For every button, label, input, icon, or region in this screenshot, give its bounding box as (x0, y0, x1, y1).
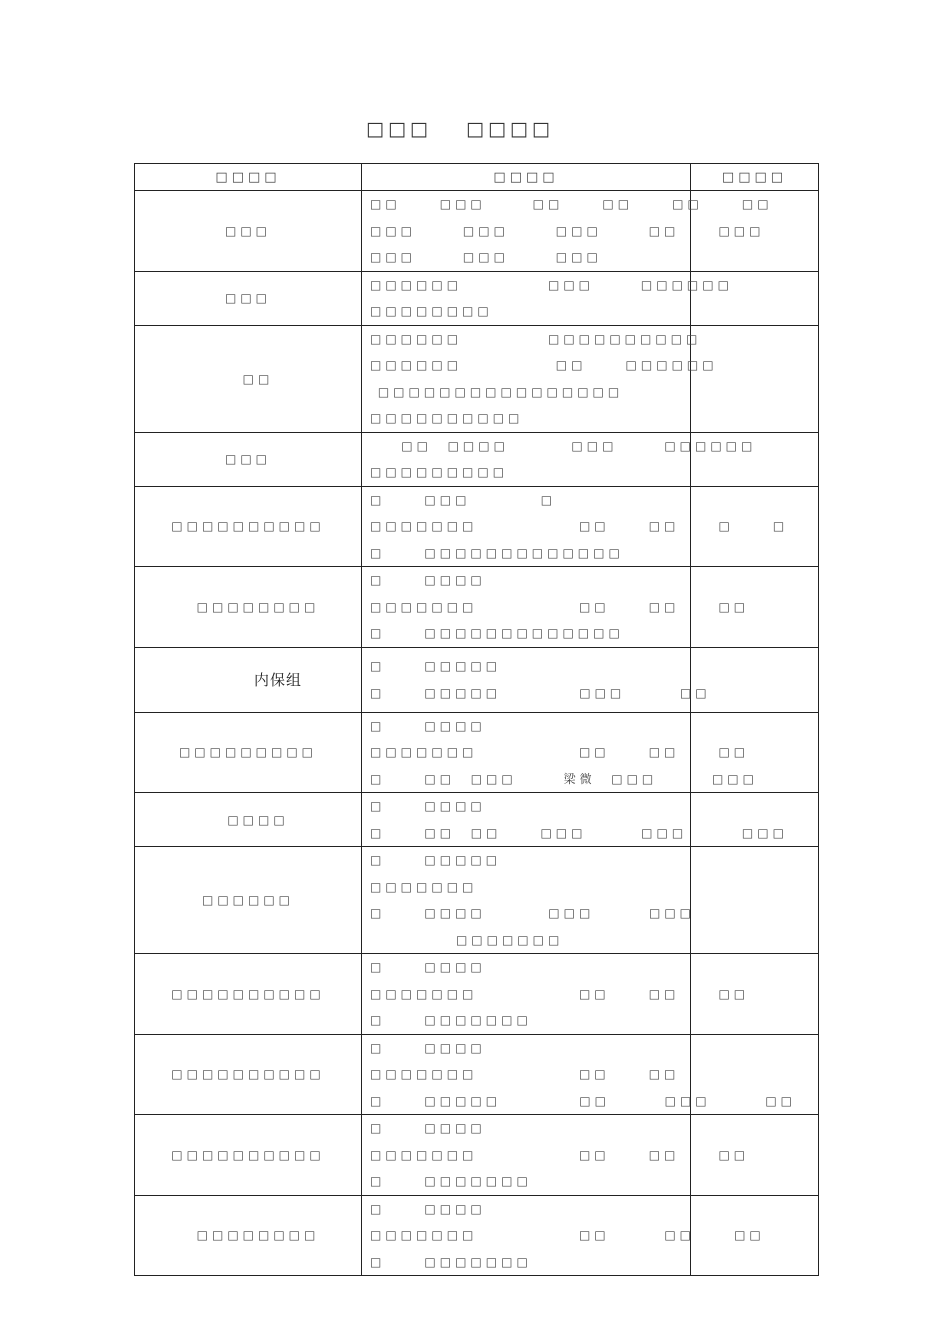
member-line: □□□□□□□ □□ □□ □□ (370, 1147, 750, 1162)
unit-cell (135, 1034, 362, 1115)
unit-cell (135, 432, 362, 486)
table-row (135, 954, 819, 1035)
member-line: □ □□□□ (370, 718, 486, 733)
unit-cell (135, 647, 362, 712)
member-line: □ □□□□ (370, 573, 486, 587)
unit-name: □□□ (224, 223, 271, 238)
member-line: □□□□□□□ (370, 932, 564, 947)
members-cell (362, 271, 733, 325)
members-cell (362, 486, 789, 567)
table-body (135, 191, 819, 1276)
assignment-table (134, 163, 819, 1276)
member-line: □□ □□□□ □□□ □□□□□□ (370, 438, 757, 453)
member-line: □ □□□□ (370, 1040, 486, 1055)
unit-cell (135, 712, 362, 793)
table-row (135, 793, 819, 847)
member-line: □ □□□□□□□□□□□□□ (370, 626, 624, 640)
table-row (135, 1195, 819, 1276)
members-cell (362, 1195, 765, 1276)
member-line: □□□□□□□ □□ □□ □□ (370, 986, 750, 1001)
unit-name: □□□ (224, 452, 271, 466)
table-row (135, 647, 819, 712)
unit-name: □□□□□□□□ (196, 599, 320, 614)
unit-name: □□□□□□ (201, 893, 295, 907)
table-row (135, 432, 819, 486)
unit-name: 内保组 (253, 671, 302, 689)
member-line: □ □□□□□□□ (370, 1013, 532, 1027)
member-line: □ □□□□ (370, 960, 486, 974)
unit-name: □□□□□□□□□□ (171, 1067, 325, 1082)
member-line: □□ □□□ □□ □□ □□ □□ (370, 197, 773, 211)
member-line: □□□□□□□ □□ □□ (370, 1067, 680, 1081)
unit-cell (135, 793, 362, 847)
member-line: □ □□ □□ □□□ □□□ □□□ (370, 825, 788, 840)
table-row (135, 567, 819, 648)
member-line: □ □□□□□ □□ □□□ □□ (370, 1093, 797, 1108)
unit-name: □□□□□□□□□ (178, 745, 318, 760)
member-line: □ □□□□ □□□ □□□ (370, 906, 696, 920)
unit-name: □□□ (224, 291, 271, 305)
unit-cell (135, 567, 362, 648)
unit-cell (135, 847, 362, 954)
note-cell (691, 647, 819, 712)
member-line: □□□□□□ □□□ □□□□□□ (370, 277, 733, 292)
unit-cell (135, 1195, 362, 1276)
table-row (135, 325, 819, 432)
members-cell (362, 1034, 797, 1115)
member-line: □ □□□□ (370, 1121, 486, 1135)
member-line: □□□□□□□□□ (370, 465, 509, 479)
unit-cell (135, 486, 362, 567)
unit-name: □□□□□□□□□□ (171, 519, 325, 534)
header-col2: □□□□ (362, 164, 691, 191)
member-line: □□□□□□□□ (370, 304, 493, 318)
member-line: □□□ □□□ □□□ □□ □□□ (370, 223, 765, 238)
members-cell (362, 325, 718, 432)
table-row (135, 712, 819, 793)
member-line: □ □□□□□ (370, 853, 502, 867)
unit-cell (135, 954, 362, 1035)
unit-name: □□□□ (227, 812, 289, 827)
members-cell (362, 191, 773, 272)
member-line: □ □□□□ (370, 1201, 486, 1216)
member-line: □ □□ □□□ 梁微 □□□ □□□ (370, 771, 758, 786)
member-line: □□□□□□□ □□ □□ □□ (370, 599, 750, 614)
table-header-row (135, 164, 819, 191)
members-cell (362, 567, 750, 648)
member-line: □□□□□□ □□□□□□□□□□ (370, 331, 702, 346)
unit-cell (135, 191, 362, 272)
member-line: □□□□□□ □□ □□□□□□ (370, 358, 718, 372)
table-row (135, 271, 819, 325)
title-part-1: □□□ (366, 118, 432, 140)
member-line: □ □□□ □ (370, 492, 557, 507)
table-row (135, 486, 819, 567)
unit-name: □□ (242, 371, 274, 386)
member-line: □ □□□□□□□ (370, 1254, 532, 1269)
note-cell (691, 847, 819, 954)
table-row (135, 191, 819, 272)
member-line: □ □□□□□□□□□□□□□ (370, 545, 624, 560)
header-col3: □□□□ (691, 164, 819, 191)
unit-cell (135, 325, 362, 432)
title-part-2: □□□□ (466, 118, 554, 140)
members-cell (362, 847, 696, 954)
unit-name: □□□□□□□□□□ (171, 1147, 325, 1162)
members-cell (362, 793, 788, 847)
members-cell (362, 1115, 750, 1196)
member-line: □□□□□□□ □□ □□ □□ (370, 1228, 765, 1242)
member-line: □ □□□□□ (370, 659, 502, 673)
unit-name: □□□□□□□□ (196, 1228, 320, 1243)
table-row (135, 1034, 819, 1115)
member-line: □ □□□□ (370, 799, 486, 813)
unit-cell (135, 271, 362, 325)
members-cell (362, 647, 711, 712)
member-line: □□□□□□□ □□ □□ □□ (370, 745, 750, 759)
members-cell (362, 954, 750, 1035)
member-line: □ □□□□□ □□□ □□ (370, 685, 711, 700)
member-line: □□□ □□□ □□□ (370, 250, 602, 264)
member-line: □□□□□□□ (370, 879, 478, 894)
member-line: □□□□□□□□□□□□□□□□ (370, 384, 624, 399)
members-cell (362, 712, 758, 793)
unit-cell (135, 1115, 362, 1196)
member-line: □ □□□□□□□ (370, 1174, 532, 1188)
member-line: □□□□□□□□□□ (370, 411, 524, 425)
document-title (0, 118, 950, 148)
header-col1: □□□□ (135, 164, 362, 191)
member-line: □□□□□□□ □□ □□ □ □ (370, 519, 789, 533)
note-cell (691, 325, 819, 432)
table-row (135, 847, 819, 954)
unit-name: □□□□□□□□□□ (171, 986, 325, 1001)
members-cell (362, 432, 757, 486)
table-row (135, 1115, 819, 1196)
